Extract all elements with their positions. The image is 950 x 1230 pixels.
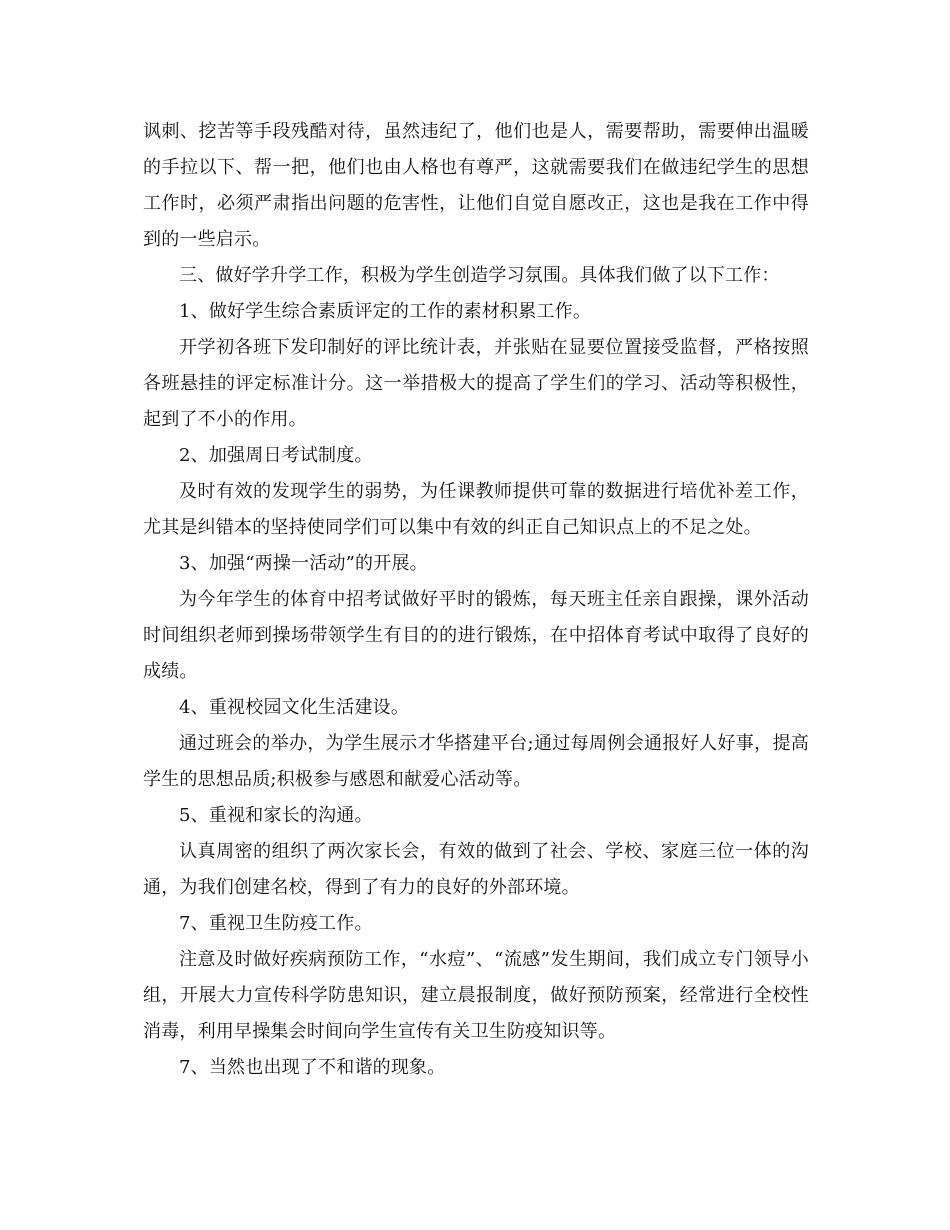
document-body — [143, 114, 809, 1086]
item-2-body: 及时有效的发现学生的弱势，为任课教师提供可靠的数据进行培优补差工作，尤其是纠错本的坚持使同学们可以集中有效的纠正自己知识点上的不足之处。 — [143, 481, 809, 538]
item-4-heading: 4、重视校园文化生活建设。 — [179, 697, 410, 718]
item-7a-heading: 7、重视卫生防疫工作。 — [179, 913, 373, 934]
item-5-heading: 5、重视和家长的沟通。 — [179, 805, 373, 826]
item-2-heading: 2、加强周日考试制度。 — [179, 445, 373, 466]
paragraph-continued: 讽刺、挖苦等手段残酷对待，虽然违纪了，他们也是人，需要帮助，需要伸出温暖的手拉以下、帮一把，他们也由人格也有尊严，这就需要我们在做违纪学生的思想工作时，必须严肃指出问题的危害性，让他们自觉自愿改正，这也是我在工作中得到的一些启示。 — [143, 121, 809, 250]
item-1-heading: 1、做好学生综合素质评定的工作的素材积累工作。 — [179, 301, 592, 322]
item-7a-body: 注意及时做好疾病预防工作，“水痘”、“流感”发生期间，我们成立专门领导小组，开展大力宣传科学防患知识，建立晨报制度，做好预防预案，经常进行全校性消毒，利用早操集会时间向学生宣传有关卫生防疫知识等。 — [143, 949, 809, 1042]
section-3-heading: 三、做好学升学工作，积极为学生创造学习氛围。具体我们做了以下工作： — [179, 265, 780, 286]
item-7b-heading: 7、当然也出现了不和谐的现象。 — [179, 1057, 446, 1078]
item-3-heading: 3、加强“两操一活动”的开展。 — [179, 553, 428, 574]
item-5-body: 认真周密的组织了两次家长会，有效的做到了社会、学校、家庭三位一体的沟通，为我们创建名校，得到了有力的良好的外部环境。 — [143, 841, 809, 898]
item-1-body: 开学初各班下发印制好的评比统计表，并张贴在显要位置接受监督，严格按照各班悬挂的评定标准计分。这一举措极大的提高了学生们的学习、活动等积极性，起到了不小的作用。 — [143, 337, 809, 430]
item-4-body: 通过班会的举办，为学生展示才华搭建平台;通过每周例会通报好人好事，提高学生的思想品质;积极参与感恩和献爱心活动等。 — [143, 733, 809, 790]
item-3-body: 为今年学生的体育中招考试做好平时的锻炼，每天班主任亲自跟操，课外活动时间组织老师到操场带领学生有目的的进行锻炼，在中招体育考试中取得了良好的成绩。 — [143, 589, 809, 682]
